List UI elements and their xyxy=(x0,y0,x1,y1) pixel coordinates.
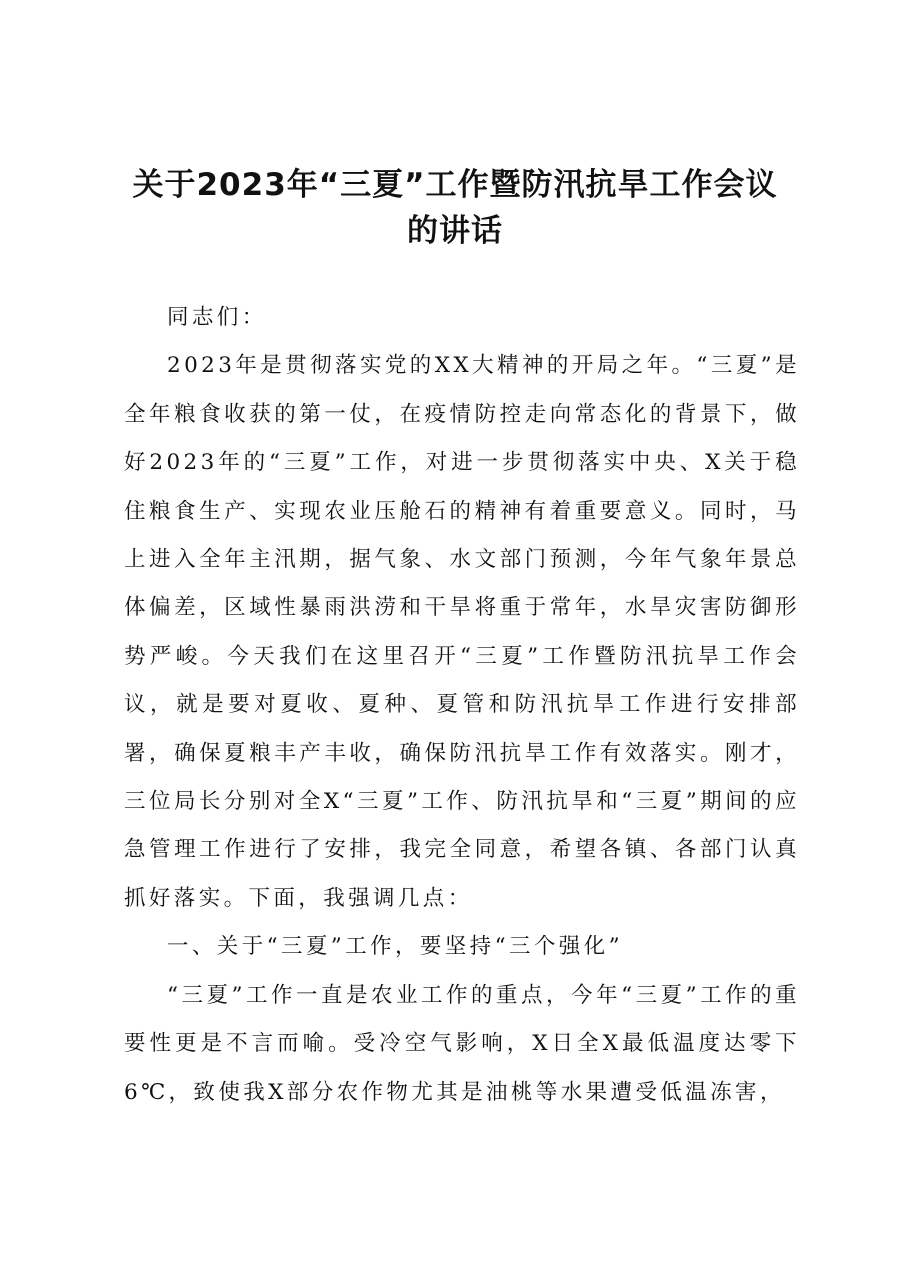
section-heading-1: 一、关于“三夏”工作，要坚持“三个强化” xyxy=(167,934,623,960)
paragraph-intro: 2023年是贯彻落实党的XX大精神的开局之年。“三夏”是全年粮食收获的第一仗，在疫情防控走向常态化的背景下，做好2023年的“三夏”工作，对进一步贯彻落实中央、X关于稳住粮食生产、实现农业压舱石的精神有着重要意义。同时，马上进入全年主汛期，据气象、水文部门预测，今年气象年景总体偏差，区域性暴雨洪涝和干旱将重于常年，水旱灾害防御形势严峻。今天我们在这里召开“三夏”工作暨防汛抗旱工作会议，就是要对夏收、夏种、夏管和防汛抗旱工作进行安排部署，确保夏粮丰产丰收，确保防汛抗旱工作有效落实。刚才，三位局长分别对全X“三夏”工作、防汛抗旱和“三夏”期间的应急管理工作进行了安排，我完全同意，希望各镇、各部门认真抓好落实。下面，我强调几点： xyxy=(124,353,800,911)
document-title: 关于2023年“三夏”工作暨防汛抗旱工作会议的讲话 xyxy=(132,167,778,249)
document-body xyxy=(124,294,800,1117)
paragraph-section-1: “三夏”工作一直是农业工作的重点，今年“三夏”工作的重要性更是不言而喻。受冷空气影响，X日全X最低温度达零下6℃，致使我X部分农作物尤其是油桃等水果遭受低温冻害， xyxy=(124,982,800,1105)
salutation: 同志们： xyxy=(167,305,267,330)
